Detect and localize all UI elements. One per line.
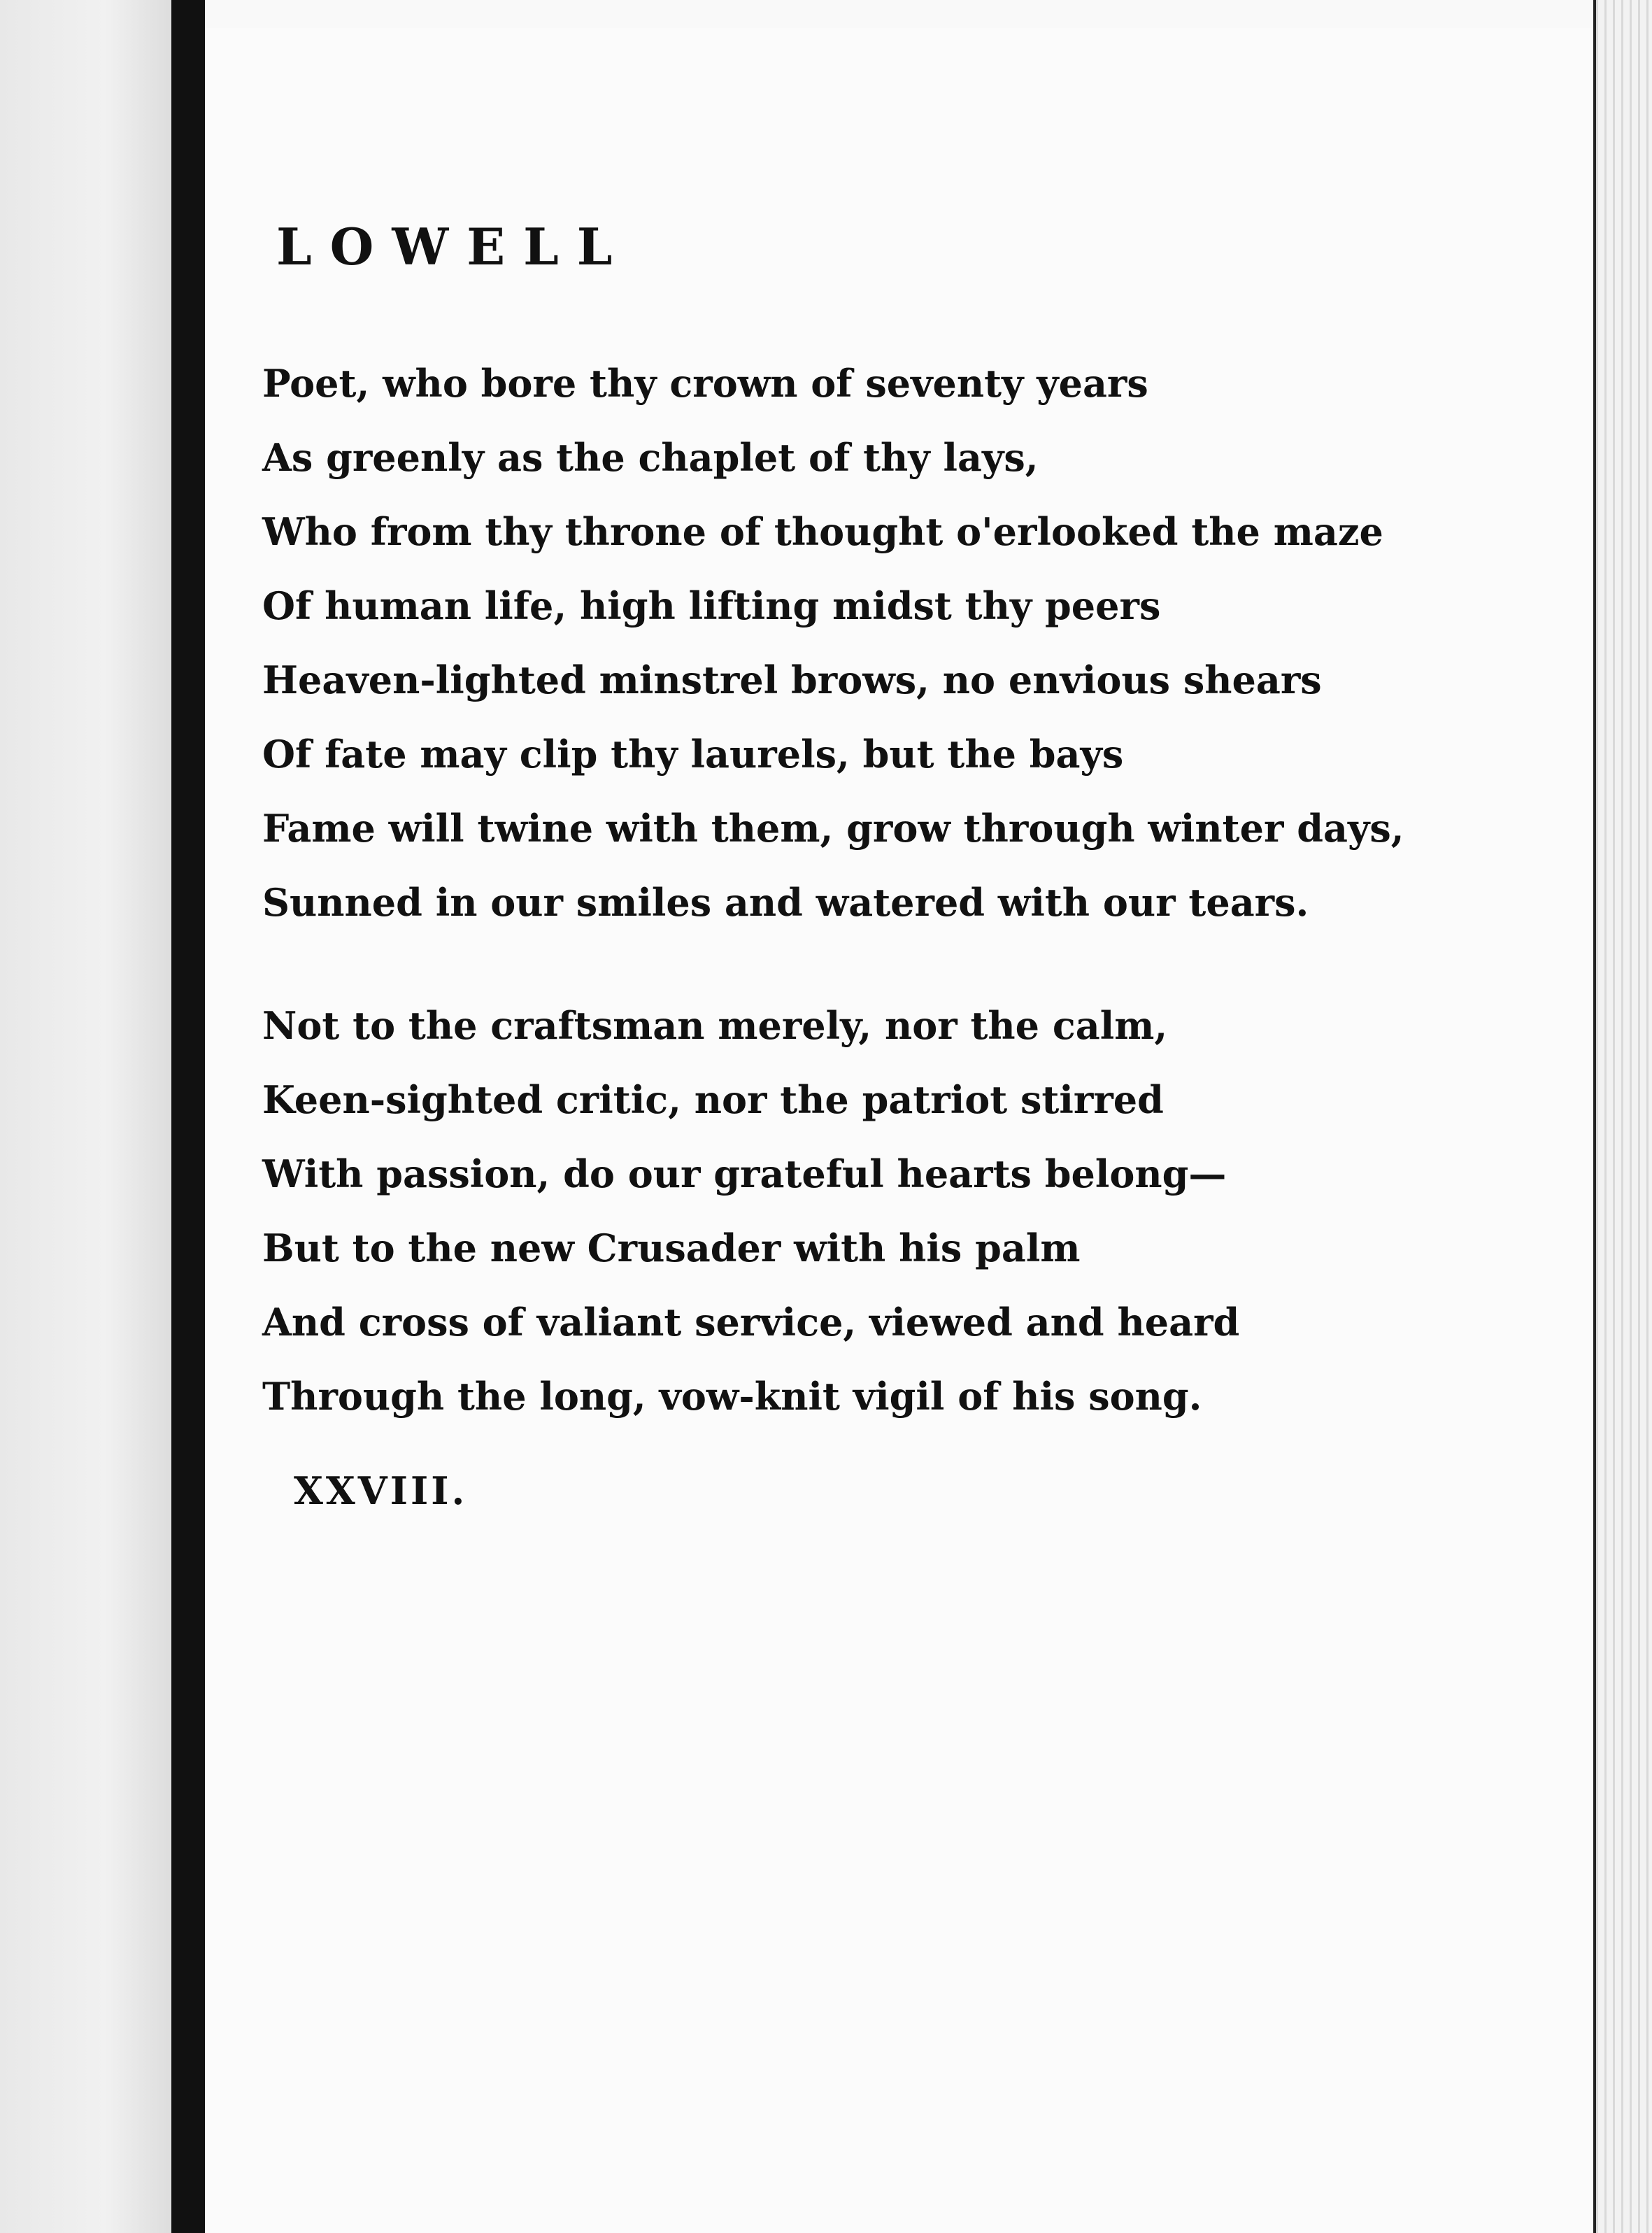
- poem-line: Who from thy throne of thought o'erlooked the maze: [262, 509, 1383, 554]
- poem-title: LOWELL: [276, 217, 631, 276]
- poem-line: Not to the craftsman merely, nor the calm,: [262, 1003, 1168, 1048]
- left-page-edge: [0, 0, 175, 2233]
- poem-line: As greenly as the chaplet of thy lays,: [262, 435, 1039, 480]
- poem-line: Of human life, high lifting midst thy peers: [262, 583, 1161, 628]
- right-page-stack: [1593, 0, 1652, 2233]
- poem-line: Through the long, vow-knit vigil of his song.: [262, 1374, 1202, 1419]
- poem-line: Heaven-lighted minstrel brows, no envious shears: [262, 658, 1322, 702]
- poem-line: Fame will twine with them, grow through winter days,: [262, 806, 1404, 851]
- poem-line: Keen-sighted critic, nor the patriot stirred: [262, 1077, 1164, 1122]
- poem-line: And cross of valiant service, viewed and heard: [262, 1300, 1240, 1345]
- poem-number: XXVIII.: [294, 1468, 468, 1513]
- stanza-2: [262, 988, 1416, 1433]
- binding-shadow: [171, 0, 205, 2233]
- poem-line: Poet, who bore thy crown of seventy years: [262, 361, 1148, 406]
- poem-line: With passion, do our grateful hearts belong—: [262, 1151, 1227, 1196]
- poem-line: But to the new Crusader with his palm: [262, 1226, 1081, 1270]
- stanza-1: [262, 346, 1416, 940]
- poem-line: Sunned in our smiles and watered with our tears.: [262, 880, 1309, 925]
- poem: [262, 217, 1416, 1513]
- top-edge: [205, 0, 1597, 29]
- poem-line: Of fate may clip thy laurels, but the bays: [262, 732, 1124, 777]
